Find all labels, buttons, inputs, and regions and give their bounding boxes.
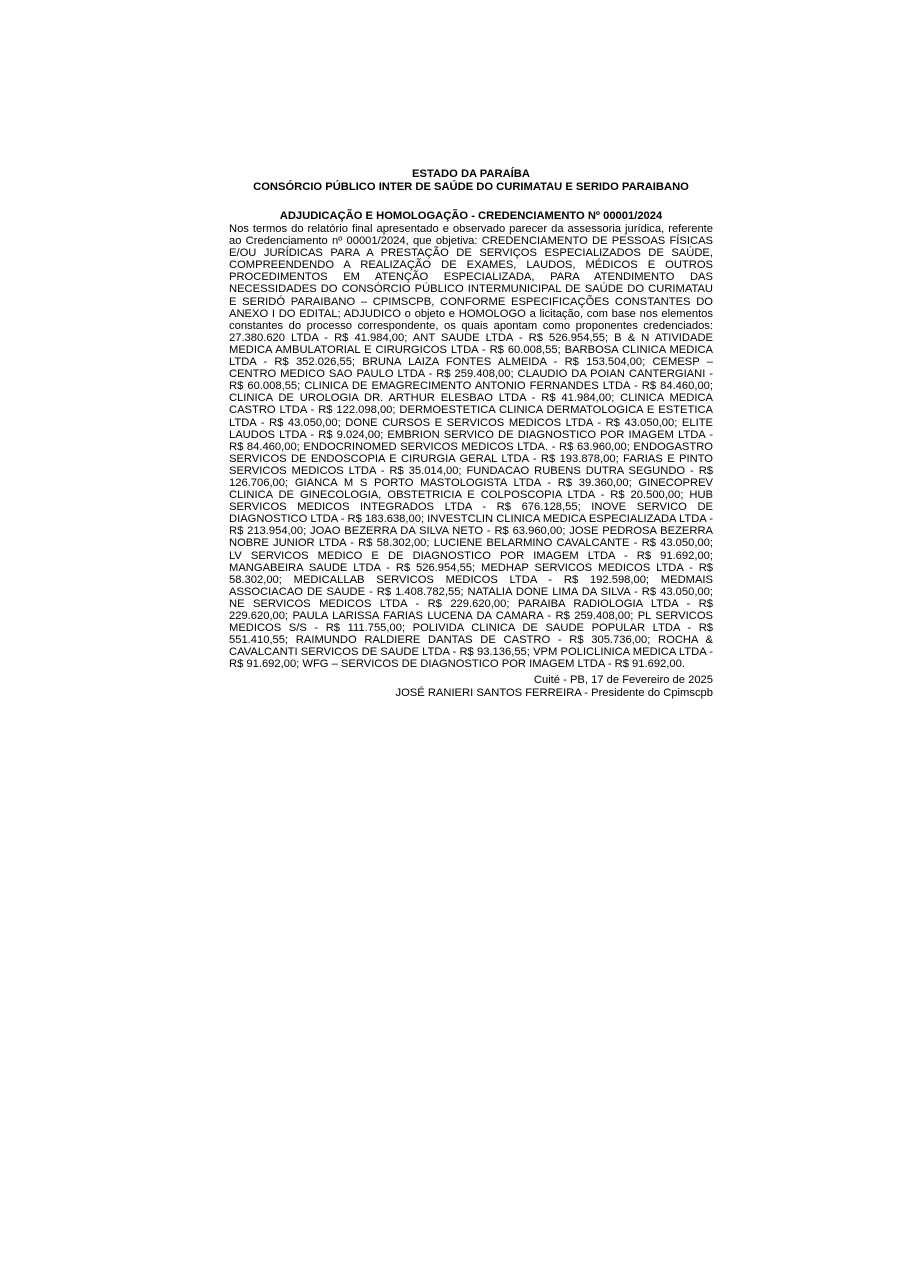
header xyxy=(229,168,713,194)
place-date: Cuité - PB, 17 de Fevereiro de 2025 xyxy=(533,674,713,687)
organization-name: CONSÓRCIO PÚBLICO INTER DE SAÚDE DO CURIMATAU E SERIDO PARAIBANO xyxy=(253,181,689,193)
signature: JOSÉ RANIERI SANTOS FERREIRA - Presidente do Cpimscpb xyxy=(395,687,713,700)
state-name: ESTADO DA PARAÍBA xyxy=(412,168,530,180)
closing xyxy=(229,674,713,700)
document-title: ADJUDICAÇÃO E HOMOLOGAÇÃO - CREDENCIAMENTO Nº 00001/2024 xyxy=(279,210,663,222)
document-body: Nos termos do relatório final apresentado e observado parecer da assessoria jurídica, referente ao Credenciamento nº 00001/2024, que objetiva: CREDENCIAMENTO DE PESSOAS FÍSICAS E/OU JURÍDICAS PARA A PRESTAÇÃO DE SERVIÇOS ESPECIALIZADOS DE SAÚDE, COMPREENDENDO A REALIZAÇÃO DE EXAMES, LAUDOS, MÉDICOS E OUTROS PROCEDIMENTOS EM ATENÇÃO ESPECIALIZADA, PARA ATENDIMENTO DAS NECESSIDADES DO CONSÓRCIO PÚBLICO INTERMUNICIPAL DE SAÚDE DO CURIMATAU E SERIDÓ PARAIBANO – CPIMSCPB, CONFORME ESPECIFICAÇÕES CONSTANTES DO ANEXO I DO EDITAL; ADJUDICO o objeto e HOMOLOGO a licitação, com base nos elementos constantes do processo correspondente, os quais apontam como proponentes credenciados: 27.380.620 LTDA - R$ 41.984,00; ANT SAUDE LTDA - R$ 526.954,55; B & N ATIVIDADE MEDICA AMBULATORIAL E CIRURGICOS LTDA - R$ 60.008,55; BARBOSA CLINICA MEDICA LTDA - R$ 352.026,55; BRUNA LAIZA FONTES ALMEIDA - R$ 153.504,00; CEMESP – CENTRO MEDICO SAO PAULO LTDA - R$ 259.408,00; CLAUDIO DA POIAN CANTERGIANI - R$ 60.008,55; CLINICA DE EMAGRECIMENTO ANTONIO FERNANDES LTDA - R$ 84.460,00; CLINICA DE UROLOGIA DR. ARTHUR ELESBAO LTDA - R$ 41.984,00; CLINICA MEDICA CASTRO LTDA - R$ 122.098,00; DERMOESTETICA CLINICA DERMATOLOGICA E ESTETICA LTDA - R$ 43.050,00; DONE CURSOS E SERVICOS MEDICOS LTDA - R$ 43.050,00; ELITE LAUDOS LTDA - R$ 9.024,00; EMBRION SERVICO DE DIAGNOSTICO POR IMAGEM LTDA - R$ 84.460,00; ENDOCRINOMED SERVICOS MEDICOS LTDA. - R$ 63.960,00; ENDOGASTRO SERVICOS DE ENDOSCOPIA E CIRURGIA GERAL LTDA - R$ 193.878,00; FARIAS E PINTO SERVICOS MEDICOS LTDA - R$ 35.014,00; FUNDACAO RUBENS DUTRA SEGUNDO - R$ 126.706,00; GIANCA M S PORTO MASTOLOGISTA LTDA - R$ 39.360,00; GINECOPREV CLINICA DE GINECOLOGIA, OBSTETRICIA E COLPOSCOPIA LTDA - R$ 20.500,00; HUB SERVICOS MEDICOS INTEGRADOS LTDA - R$ 676.128,55; INOVE SERVICO DE DIAGNOSTICO LTDA - R$ 183.638,00; INVESTCLIN CLINICA MEDICA ESPECIALIZADA LTDA - R$ 213.954,00; JOAO BEZERRA DA SILVA NETO - R$ 63.960,00; JOSE PEDROSA BEZERRA NOBRE JUNIOR LTDA - R$ 58.302,00; LUCIENE BELARMINO CAVALCANTE - R$ 43.050,00; LV SERVICOS MEDICO E DE DIAGNOSTICO POR IMAGEM LTDA - R$ 91.692,00; MANGABEIRA SAUDE LTDA - R$ 526.954,55; MEDHAP SERVICOS MEDICOS LTDA - R$ 58.302,00; MEDICALLAB SERVICOS MEDICOS LTDA - R$ 192.598,00; MEDMAIS ASSOCIACAO DE SAUDE - R$ 1.408.782,55; NATALIA DONE LIMA DA SILVA - R$ 43.050,00; NE SERVICOS MEDICOS LTDA - R$ 229.620,00; PARAIBA RADIOLOGIA LTDA - R$ 229.620,00; PAULA LARISSA FARIAS LUCENA DA CAMARA - R$ 259.408,00; PL SERVICOS MEDICOS S/S - R$ 111.755,00; POLIVIDA CLINICA DE SAUDE POPULAR LTDA - R$ 551.410,55; RAIMUNDO RALDIERE DANTAS DE CASTRO - R$ 305.736,00; ROCHA & CAVALCANTI SERVICOS DE SAUDE LTDA - R$ 93.136,55; VPM POLICLINICA MEDICA LTDA - R$ 91.692,00; WFG – SERVICOS DE DIAGNOSTICO POR IMAGEM LTDA - R$ 91.692,00. xyxy=(229,223,713,671)
publication xyxy=(229,168,713,700)
